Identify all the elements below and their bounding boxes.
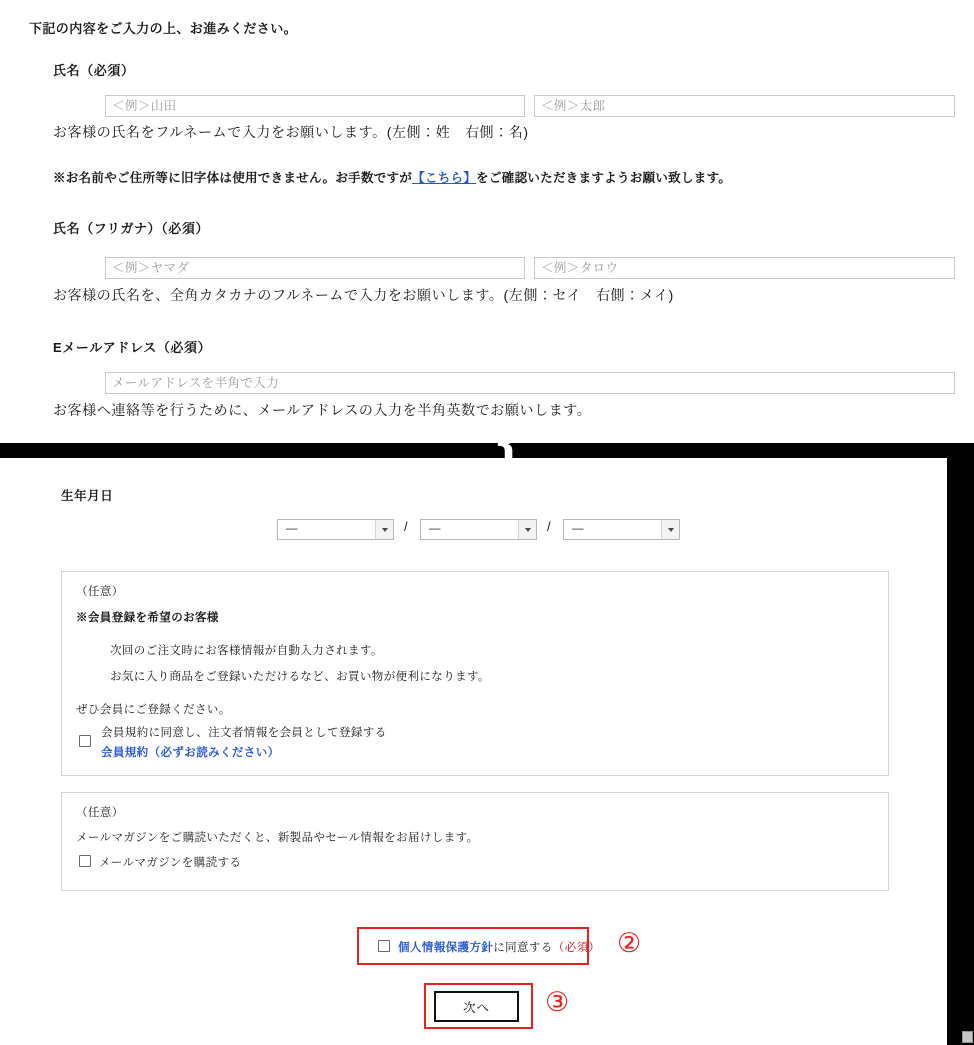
last-name-input[interactable] [105, 95, 525, 117]
member-agree-checkbox[interactable] [79, 735, 91, 747]
kana-helper-text: お客様の氏名を、全角カタカナのフルネームで入力をお願いします。(左側：セイ 右側：メイ) [53, 287, 674, 303]
form-intro-text: 下記の内容をご入力の上、お進みください。 [29, 21, 298, 36]
scrollbar-thumb[interactable] [962, 1031, 973, 1043]
kana-field-label: 氏名（フリガナ）（必須） [53, 221, 210, 236]
privacy-required-badge: （必須） [552, 942, 601, 954]
privacy-policy-link[interactable]: 個人情報保護方針 [398, 942, 494, 954]
first-name-kana-input[interactable] [534, 257, 955, 279]
scrollbar-track[interactable] [947, 458, 974, 1045]
next-button[interactable]: 次へ [434, 991, 519, 1022]
privacy-agree-label [398, 939, 600, 955]
email-field-label: Eメールアドレス（必須） [53, 340, 212, 355]
magazine-subscribe-checkbox[interactable] [79, 855, 91, 867]
annotation-step-2: ② [617, 928, 642, 958]
birth-day-select[interactable] [563, 519, 680, 540]
member-heading: ※会員登録を希望のお客様 [76, 612, 219, 624]
magazine-optional-label: （任意） [76, 807, 124, 819]
birth-day-value: — [572, 523, 584, 535]
registration-form-top-panel [0, 0, 974, 443]
kyujitai-note-prefix: ※お名前やご住所等に旧字体は使用できません。お手数ですが [53, 171, 413, 185]
member-agree-label: 会員規約に同意し、注文者情報を会員として登録する [101, 727, 387, 739]
kyujitai-note [53, 168, 731, 186]
kyujitai-note-link[interactable]: 【こちら】 [412, 171, 477, 185]
email-helper-text: お客様へ連絡等を行うために、メールアドレスの入力を半角英数でお願いします。 [53, 402, 592, 418]
birthday-label: 生年月日 [61, 489, 114, 503]
birth-year-select[interactable] [277, 519, 394, 540]
member-benefit-2: お気に入り商品をご登録いただけるなど、お買い物が便利になります。 [110, 671, 490, 683]
email-input[interactable] [105, 372, 955, 394]
magazine-description: メールマガジンをご購読いただくと、新製品やセール情報をお届けします。 [76, 832, 479, 844]
kyujitai-note-suffix: をご確認いただきますようお願い致します。 [476, 171, 732, 185]
chevron-down-icon [661, 520, 679, 539]
birth-month-select[interactable] [420, 519, 537, 540]
privacy-agree-text: に同意する [493, 942, 553, 954]
member-terms-link[interactable]: 会員規約（必ずお読みください） [101, 747, 280, 759]
member-optional-label: （任意） [76, 586, 124, 598]
magazine-subscribe-label: メールマガジンを購読する [99, 857, 242, 869]
birthday-separator-1: / [404, 519, 408, 534]
chevron-down-icon [375, 520, 393, 539]
first-name-input[interactable] [534, 95, 955, 117]
chevron-down-icon [518, 520, 536, 539]
privacy-agree-checkbox[interactable] [378, 940, 390, 952]
scroll-indicator-icon: ❴ [489, 417, 529, 468]
member-invite-text: ぜひ会員にご登録ください。 [76, 704, 231, 716]
birthday-separator-2: / [547, 519, 551, 534]
name-helper-text: お客様の氏名をフルネームで入力をお願いします。(左側：姓 右側：名) [53, 124, 529, 140]
birth-month-value: — [429, 523, 441, 535]
name-field-label: 氏名（必須） [53, 63, 135, 78]
annotation-step-3: ③ [545, 987, 570, 1017]
member-benefit-1: 次回のご注文時にお客様情報が自動入力されます。 [110, 645, 383, 657]
birth-year-value: — [286, 523, 298, 535]
last-name-kana-input[interactable] [105, 257, 525, 279]
registration-form-bottom-panel [0, 458, 947, 1045]
